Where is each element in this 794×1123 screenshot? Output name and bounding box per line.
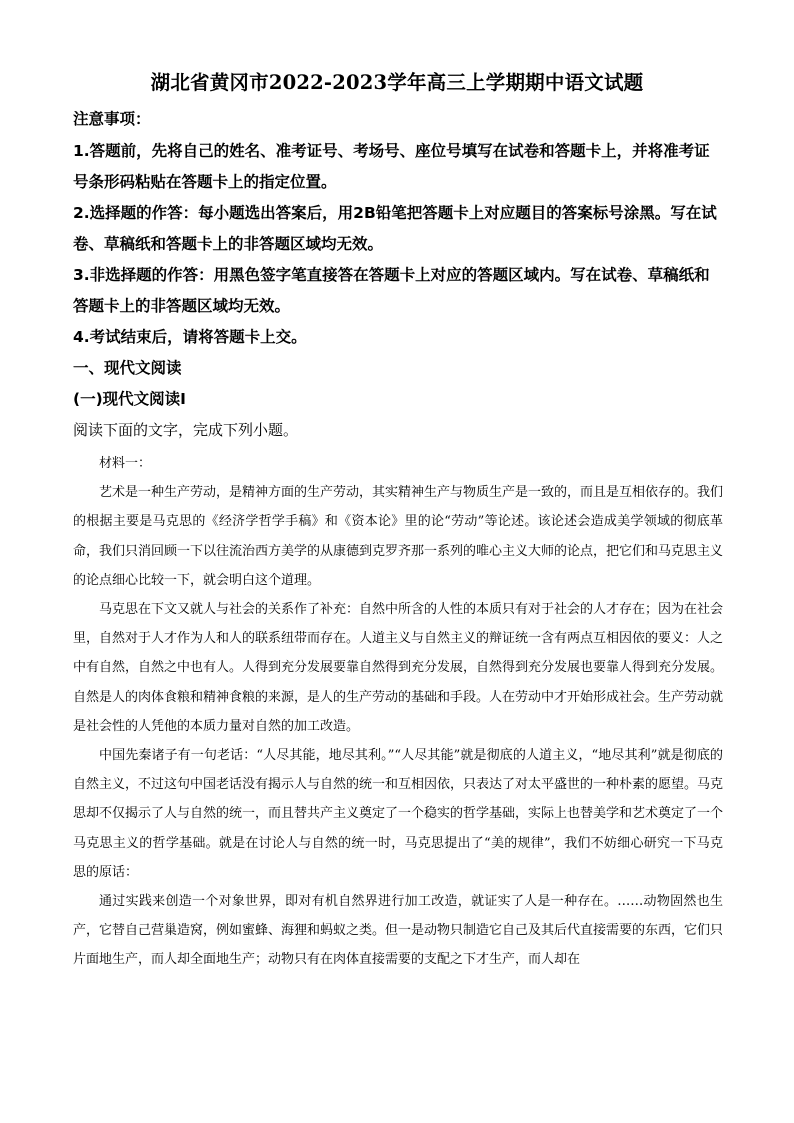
passage-paragraph: 马克思在下文又就人与社会的关系作了补充：自然中所含的人性的本质只有对于社会的人才存在；因为在社会里，自然对于人才作为人和人的联系纽带而存在。人道主义与自然主义的辩证统一含有两点互相因依的要义：人之中有自然，自然之中也有人。人得到充分发展要靠自然得到充分发展，自然得到充分发展也要靠人得到充分发展。自然是人的肉体食粮和精神食粮的来源，是人的生产劳动的基础和手段。人在劳动中才开始形成社会。生产劳动就是社会性的人凭他的本质力量对自然的加工改造。 <box>73 602 724 734</box>
reading-passage <box>73 449 723 975</box>
passage-paragraph: 通过实践来创造一个对象世界，即对有机自然界进行加工改造，就证实了人是一种存在。……动物固然也生产，它替自己营巢造窝，例如蜜蜂、海狸和蚂蚁之类。但一是动物只制造它自己及其后代直接需要的东西，它们只片面地生产，而人却全面地生产；动物只有在肉体直接需要的支配之下才生产，而人却在 <box>73 894 724 968</box>
section-heading: 一、现代文阅读 <box>73 359 182 377</box>
notice-item: 2.选择题的作答：每小题选出答案后，用2B铅笔把答题卡上对应题目的答案标号涂黑。写在试卷、草稿纸和答题卡上的非答题区域均无效。 <box>73 204 717 253</box>
page-title: 湖北省黄冈市2022-2023学年高三上学期期中语文试题 <box>150 71 644 94</box>
subsection-heading: (一)现代文阅读Ⅰ <box>73 390 186 408</box>
passage-paragraph: 中国先秦诸子有一句老话：“人尽其能，地尽其利。”“人尽其能”就是彻底的人道主义，“地尽其利”就是彻底的自然主义，不过这句中国老话没有揭示人与自然的统一和互相因依，只表达了对太平盛世的一种朴素的愿望。马克思却不仅揭示了人与自然的统一，而且替共产主义奠定了一个稳实的哲学基础，实际上也替美学和艺术奠定了一个马克思主义的哲学基础。就是在讨论人与自然的统一时，马克思提出了“美的规律”，我们不妨细心研究一下马克思的原话： <box>73 748 724 880</box>
notice-item: 4.考试结束后，请将答题卡上交。 <box>73 328 307 346</box>
notice-item: 1.答题前，先将自己的姓名、准考证号、考场号、座位号填写在试卷和答题卡上，并将准考证号条形码粘贴在答题卡上的指定位置。 <box>73 142 710 191</box>
notice-heading: 注意事项： <box>73 110 151 128</box>
notice-list <box>73 136 723 353</box>
notice-item: 3.非选择题的作答：用黑色签字笔直接答在答题卡上对应的答题区域内。写在试卷、草稿纸和答题卡上的非答题区域均无效。 <box>73 266 710 315</box>
material-label: 材料一： <box>99 456 152 471</box>
passage-paragraph: 艺术是一种生产劳动，是精神方面的生产劳动，其实精神生产与物质生产是一致的，而且是互相依存的。我们的根据主要是马克思的《经济学哲学手稿》和《资本论》里的论“劳动”等论述。该论述会造成美学领域的彻底革命，我们只消回顾一下以往流治西方美学的从康德到克罗齐那一系列的唯心主义大师的论点，把它们和马克思主义的论点细心比较一下，就会明白这个道理。 <box>73 485 724 588</box>
reading-instruction: 阅读下面的文字，完成下列小题。 <box>73 421 299 439</box>
